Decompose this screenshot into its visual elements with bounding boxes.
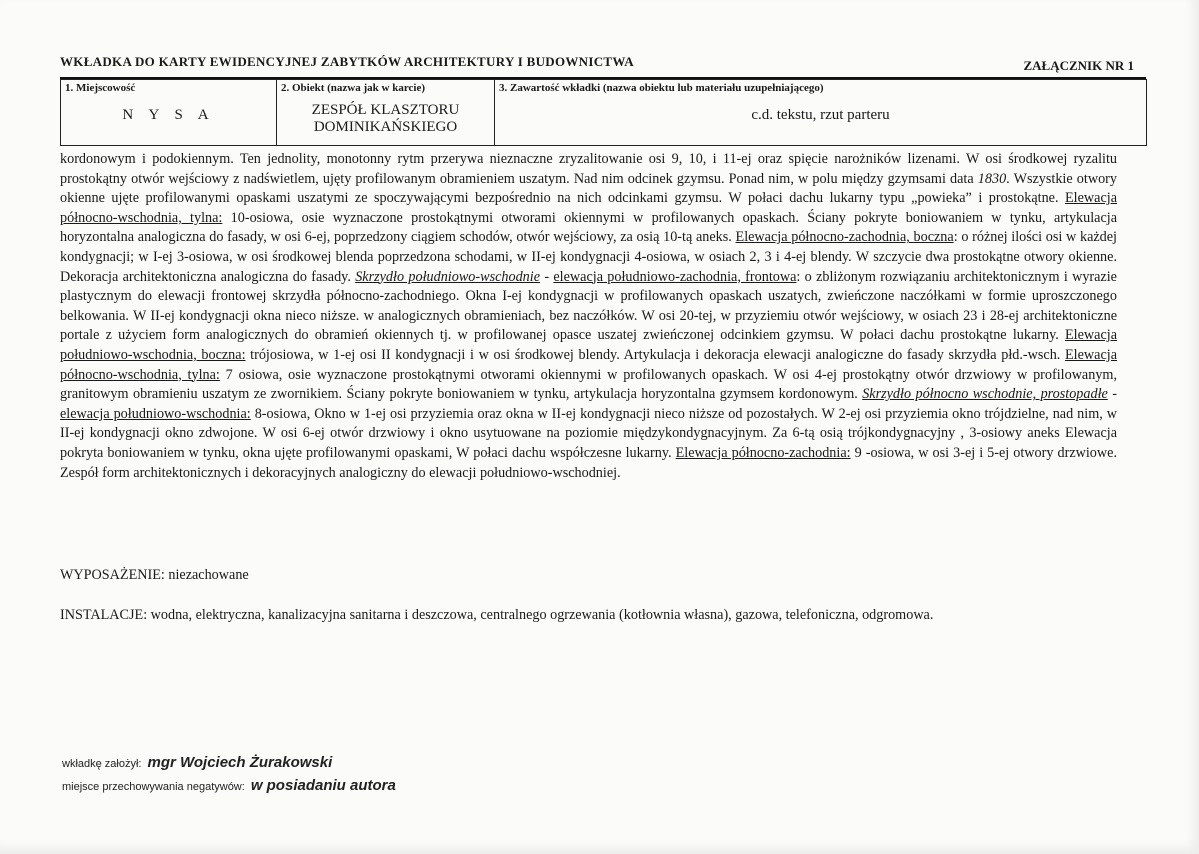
field-object-value-line1: ZESPÓŁ KLASZTORU bbox=[311, 102, 460, 118]
field-object-label: 2. Obiekt (nazwa jak w karcie) bbox=[281, 82, 426, 94]
text-segment: - bbox=[1107, 386, 1117, 403]
heading-nw-elevation: Elewacja północno-zachodnia: bbox=[675, 444, 851, 461]
equipment-line: WYPOSAŻENIE: niezachowane bbox=[60, 567, 249, 583]
field-locality bbox=[61, 80, 277, 146]
document-title: WKŁADKA DO KARTY EWIDENCYJNEJ ZABYTKÓW ARCHITEKTURY I BUDOWNICTWA bbox=[60, 54, 634, 69]
text-segment: . Wszystkie otwory okienne ujęte profilowanymi opaskami uszatymi ze spoczywającymi bezpośrednio na nich odcinkami gzymsu. W połaci dachu lukarny typu „powieka” i prostokątne. bbox=[60, 170, 1117, 207]
text-segment: 10-osiowa, osie wyznaczone prostokątnymi otworami okiennymi w profilowanych opaskach. Ściany pokryte boniowaniem w tynku, artykulacja horyzontalna analogiczna do fasady, w osi 6-ej, poprzedzony ciągiem schodów, otwór wejściowy, za osią 10-tą aneks. bbox=[60, 209, 1117, 246]
installations-line: INSTALACJE: wodna, elektryczna, kanalizacyjna sanitarna i deszczowa, centralnego ogrzewania (kotłownia własna), gazowa, telefoniczna, odgromowa. bbox=[60, 607, 934, 623]
text-segment: - bbox=[540, 268, 554, 285]
description-text bbox=[60, 150, 1117, 483]
field-locality-value: N Y S A bbox=[122, 107, 215, 123]
text-year: 1830 bbox=[977, 170, 1007, 187]
text-segment: trójosiowa, w 1-ej osi II kondygnacji i w osi środkowej blendy. Artykulacja i dekoracja elewacji analogiczne do fasady skrzydła płd.-wsch. bbox=[245, 346, 1066, 363]
author-label: wkładkę założył: bbox=[62, 758, 142, 770]
text-segment: 9 -osiowa, w osi 3-ej i 5-ej otwory drzwiowe. Zespół form architektonicznych i dekoracyjnych analogiczny do elewacji południowo-wschodniej. bbox=[60, 444, 1117, 481]
text-segment: kordonowym i podokiennym. Ten jednolity, monotonny rytm przerywa nieznaczne zryzalitowanie osi 9, 10, i 11-ej oraz spięcie narożników lizenami. W osi środkowej ryzalitu prostokątny otwór wejściowy z nadświetlem, ujęty profilowanym obramieniem uszatym. Nad nim odcinek gzymsu. Ponad nim, w polu między gzymsami data bbox=[60, 151, 1117, 187]
storage-value: w posiadaniu autora bbox=[250, 777, 396, 794]
fields-table bbox=[60, 79, 1147, 146]
field-content-label: 3. Zawartość wkładki (nazwa obiektu lub materiału uzupełniającego) bbox=[499, 82, 824, 94]
text-segment: 8-osiowa, Okno w 1-ej osi przyziemia oraz okna w II-ej kondygnacji nieco niższe od pozostałych. W 2-ej osi przyziemia okno trójdzielne, nad nim, w II-ej kondygnacji okno zdwojone. W osi 6-ej otwór drzwiowy i okno usytuowane na poziomie międzykondygnacyjnym. Za 6-tą osią trójkondygnacyjny , 3-osiowy aneks Elewacja pokryta boniowaniem w tynku, okna ujęte profilowanymi opaskami, W połaci dachu współczesne lukarny. bbox=[60, 405, 1117, 461]
text-segment: 7 osiowa, osie wyznaczone prostokątnymi otworami okiennymi w profilowanych opaskach. W osi 4-ej prostokątny otwór drzwiowy w profilowanym, granitowym obramieniu uszatym ze zwornikiem. Ściany pokryte boniowaniem w tynku, artykulacja horyzontalna gzymsem kordonowym. bbox=[60, 366, 1118, 403]
document-header bbox=[60, 54, 1146, 78]
heading-se-wing: Skrzydło południowo-wschodnie bbox=[355, 268, 541, 285]
author-name: mgr Wojciech Żurakowski bbox=[147, 754, 333, 771]
annex-label: ZAŁĄCZNIK NR 1 bbox=[1023, 58, 1134, 73]
field-content bbox=[495, 80, 1147, 146]
field-object-value-line2: DOMINIKAŃSKIEGO bbox=[313, 119, 458, 135]
field-locality-label: 1. Miejscowość bbox=[65, 82, 136, 94]
field-object bbox=[277, 80, 495, 146]
heading-se-side-elevation: Elewacja południowo-wschodnia, boczna: bbox=[60, 327, 1117, 363]
heading-sw-front-elevation: elewacja południowo-zachodnia, frontowa bbox=[553, 268, 797, 285]
heading-ne-rear-elevation-2: Elewacja północno-wschodnia, tylna: bbox=[60, 346, 1117, 383]
heading-ne-rear-elevation: Elewacja północno-wschodnia, tylna: bbox=[60, 190, 1117, 226]
field-object-value bbox=[277, 97, 494, 140]
heading-ne-perpendicular-wing: Skrzydło północno wschodnie, prostopadłe bbox=[862, 386, 1108, 403]
text-segment: : o zbliżonym rozwiązaniu architektonicznym i wyrazie plastycznym do elewacji frontowej skrzydła północno-zachodniego. Okna I-ej kondygnacji w profilowanych opaskach uszatych, zwieńczone naczółkami w formie uproszczonego belkowania. W II-ej kondygnacji okna nieco niższe. w analogicznych obramieniach, bez naczółków. W osi 20-tej, w przyziemiu otwór wejściowy, w osiach 23 i 28-ej architektoniczne portale z użyciem form analogicznych do obramień okiennych tj. w profilowanej opasce uszatej zwieńczonej odcinkiem gzymsu. W połaci dachu prostokątne lukarny. bbox=[60, 268, 1117, 344]
heading-se-elevation: elewacja południowo-wschodnia: bbox=[60, 405, 251, 422]
heading-nw-side-elevation: Elewacja północno-zachodnia, boczna bbox=[735, 229, 954, 246]
text-segment: : o różnej ilości osi w każdej kondygnacji; w I-ej 3-osiowa, w osi środkowej blenda poprzedzona schodami, w II-ej kondygnacji 4-osiowa, w osiach 2, 3 i 4-ej blendy. W szczycie dwa prostokątne otwory okienne. Dekoracja architektoniczna analogiczna do fasady. bbox=[60, 229, 1117, 285]
field-content-value: c.d. tekstu, rzut parteru bbox=[751, 107, 890, 123]
footer-author bbox=[62, 754, 332, 771]
footer-storage bbox=[62, 777, 396, 794]
storage-label: miejsce przechowywania negatywów: bbox=[62, 781, 245, 793]
